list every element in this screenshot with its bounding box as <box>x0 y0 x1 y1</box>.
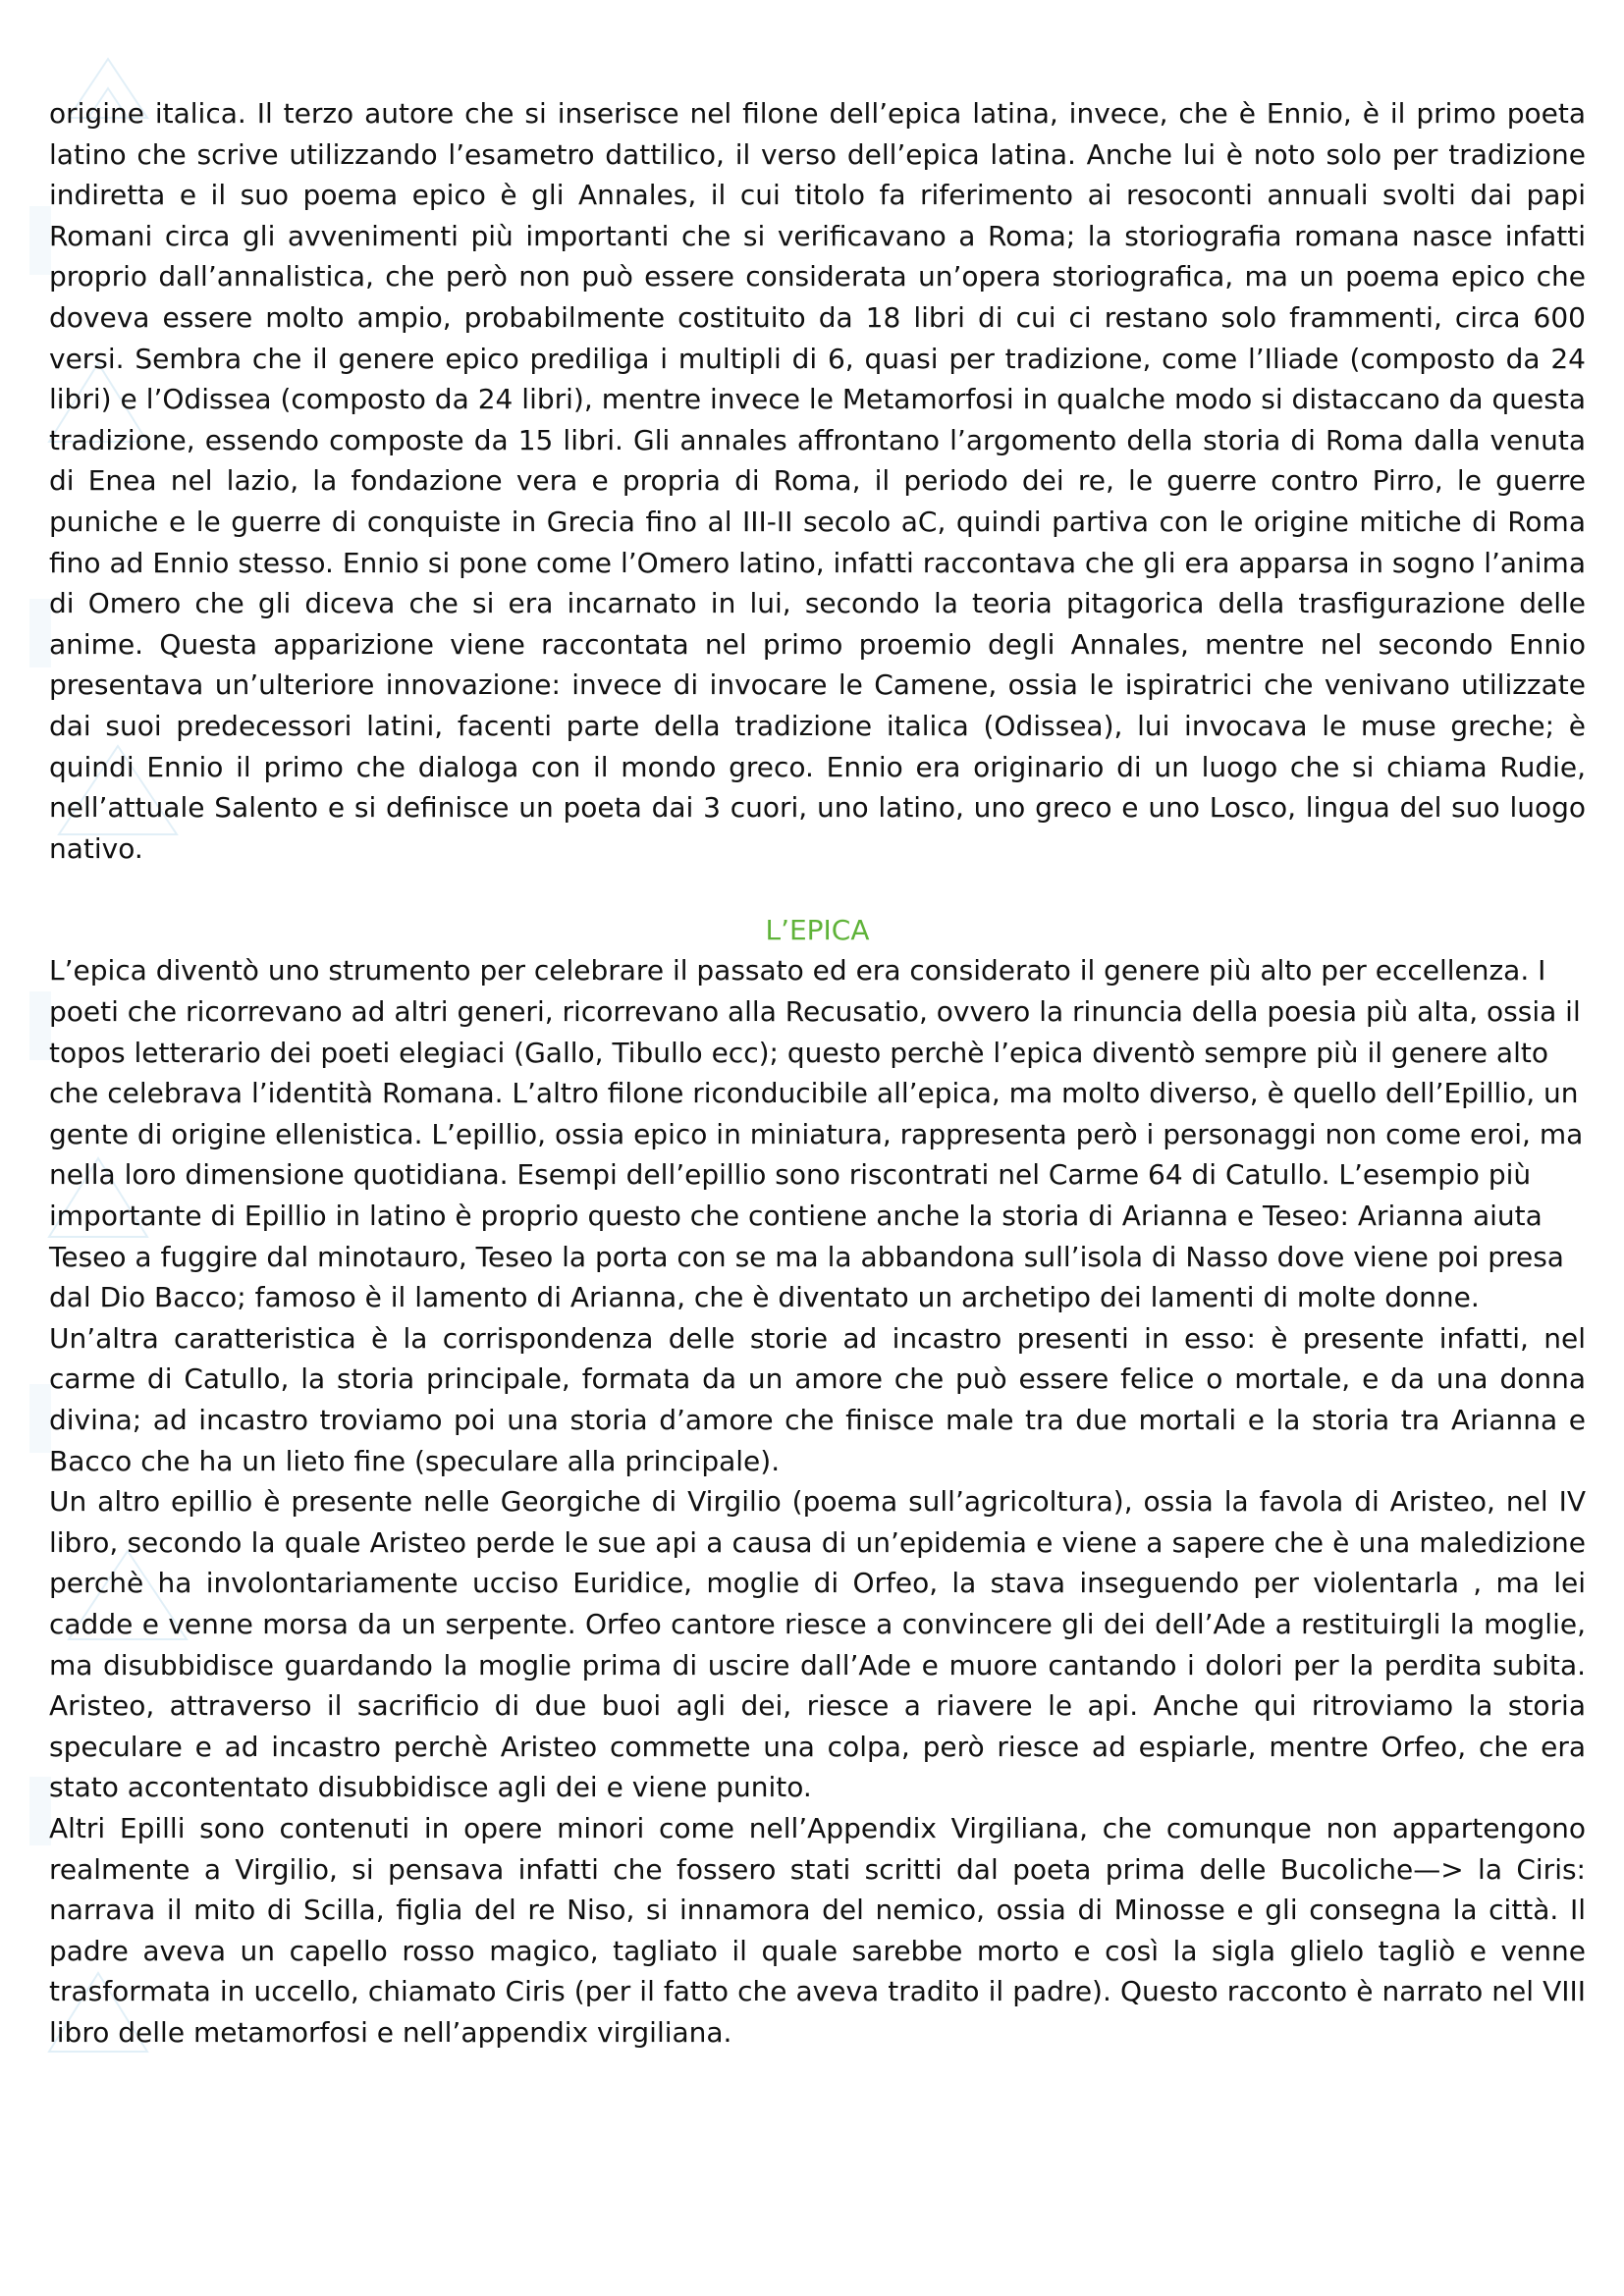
aristeo-paragraph: Un altro epillio è presente nelle Georgiche di Virgilio (poema sull’agricoltura), ossia la favola di Aristeo, nel IV libro, secondo la quale Aristeo perde le sue api a causa di un’epidemia e viene a sapere che è una maledizione perchè ha involontariamente ucciso Euridice, moglie di Orfeo, la stava inseguendo per violentarla , ma lei cadde e venne morsa da un serpente. Orfeo cantore riesce a convincere gli dei dell’Ade a restituirgli la moglie, ma disubbidisce guardando la moglie prima di uscire dall’Ade e muore cantando i dolori per la perdita subita. Aristeo, attraverso il sacrificio di due buoi agli dei, riesce a riavere le api. Anche qui ritroviamo la storia speculare e ad incastro perchè Aristeo commette una colpa, però riesce ad espiarle, mentre Orfeo, che era stato accontentato disubbidisce agli dei e viene punito. <box>49 1485 1586 1804</box>
incastro-paragraph: Un’altra caratteristica è la corrispondenza delle storie ad incastro presenti in esso: è presente infatti, nel carme di Catullo, la storia principale, formata da un amore che può essere felice o mortale, e da una donna divina; ad incastro troviamo poi una storia d’amore che finisce male tra due mortali e la storia tra Arianna e Bacco che ha un lieto fine (speculare alla principale). <box>49 1321 1586 1477</box>
intro-paragraph: origine italica. Il terzo autore che si inserisce nel filone dell’epica latina, invece, che è Ennio, è il primo poeta latino che scrive utilizzando l’esametro dattilico, il verso dell’epica latina. Anche lui è noto solo per tradizione indiretta e il suo poema epico è gli Annales, il cui titolo fa riferimento ai resoconti annuali svolti dai papi Romani circa gli avvenimenti più importanti che si verificavano a Roma; la storiografia romana nasce infatti proprio dall’annalistica, che però non può essere considerata un’opera storiografica, ma un poema epico che doveva essere molto ampio, probabilmente costituito da 18 libri di cui ci restano solo frammenti, circa 600 versi. Sembra che il genere epico prediliga i multipli di 6, quasi per tradizione, come l’Iliade (composto da 24 libri) e l’Odissea (composto da 24 libri), mentre invece le Metamorfosi in qualche modo si distaccano da questa tradizione, essendo composte da 15 libri. Gli annales affrontano l’argomento della storia di Roma dalla venuta di Enea nel lazio, la fondazione vera e propria di Roma, il periodo dei re, le guerre contro Pirro, le guerre puniche e le guerre di conquiste in Grecia fino al III-II secolo aC, quindi partiva con le origine mitiche di Roma fino ad Ennio stesso. Ennio si pone come l’Omero latino, infatti raccontava che gli era apparsa in sogno l’anima di Omero che gli diceva che si era incarnato in lui, secondo la teoria pitagorica della trasfigurazione delle anime. Questa apparizione viene raccontata nel primo proemio degli Annales, mentre nel secondo Ennio presentava un’ulteriore innovazione: invece di invocare le Camene, ossia le ispiratrici che venivano utilizzate dai suoi predecessori latini, facenti parte della tradizione italica (Odissea), lui invocava le muse greche; è quindi Ennio il primo che dialoga con il mondo greco. Ennio era originario di un luogo che si chiama Rudie, nell’attuale Salento e si definisce un poeta dai 3 cuori, uno latino, uno greco e uno Losco, lingua del suo luogo nativo. <box>49 97 1586 865</box>
appendix-paragraph: Altri Epilli sono contenuti in opere minori come nell’Appendix Virgiliana, che comunque non appartengono realmente a Virgilio, si pensava infatti che fossero stati scritti dal poeta prima delle Bucoliche—> la Ciris: narrava il mito di Scilla, figlia del re Niso, si innamora del nemico, ossia di Minosse e gli consegna la città. Il padre aveva un capello rosso magico, tagliato il quale sarebbe morto e così la sigla glielo tagliò e venne trasformata in uccello, chiamato Ciris (per il fatto che aveva tradito il padre). Questo racconto è narrato nel VIII libro delle metamorfosi e nell’appendix virgiliana. <box>49 1811 1586 2049</box>
blank-line <box>49 869 1586 910</box>
section-heading-epica: L’EPICA <box>765 913 870 946</box>
epica-paragraph: L’epica diventò uno strumento per celebrare il passato ed era considerato il genere più alto per eccellenza. I poeti che ricorrevano ad altri generi, ricorrevano alla Recusatio, ovvero la rinuncia della poesia più alta, ossia il topos letterario dei poeti elegiaci (Gallo, Tibullo ecc); questo perchè l’epica diventò sempre più il genere alto che celebrava l’identità Romana. L’altro filone riconducibile all’epica, ma molto diverso, è quello dell’Epillio, un gente di origine ellenistica. L’epillio, ossia epico in miniatura, rappresenta però i personaggi non come eroi, ma nella loro dimensione quotidiana. Esempi dell’epillio sono riscontrati nel Carme 64 di Catullo. L’esempio più importante di Epillio in latino è proprio questo che contiene anche la storia di Arianna e Teseo: Arianna aiuta Teseo a fuggire dal minotauro, Teseo la porta con se ma la abbandona sull’isola di Nasso dove viene poi presa dal Dio Bacco; famoso è il lamento di Arianna, che è diventato un archetipo dei lamenti di molte donne. <box>49 954 1584 1314</box>
document-page <box>49 93 1586 2054</box>
